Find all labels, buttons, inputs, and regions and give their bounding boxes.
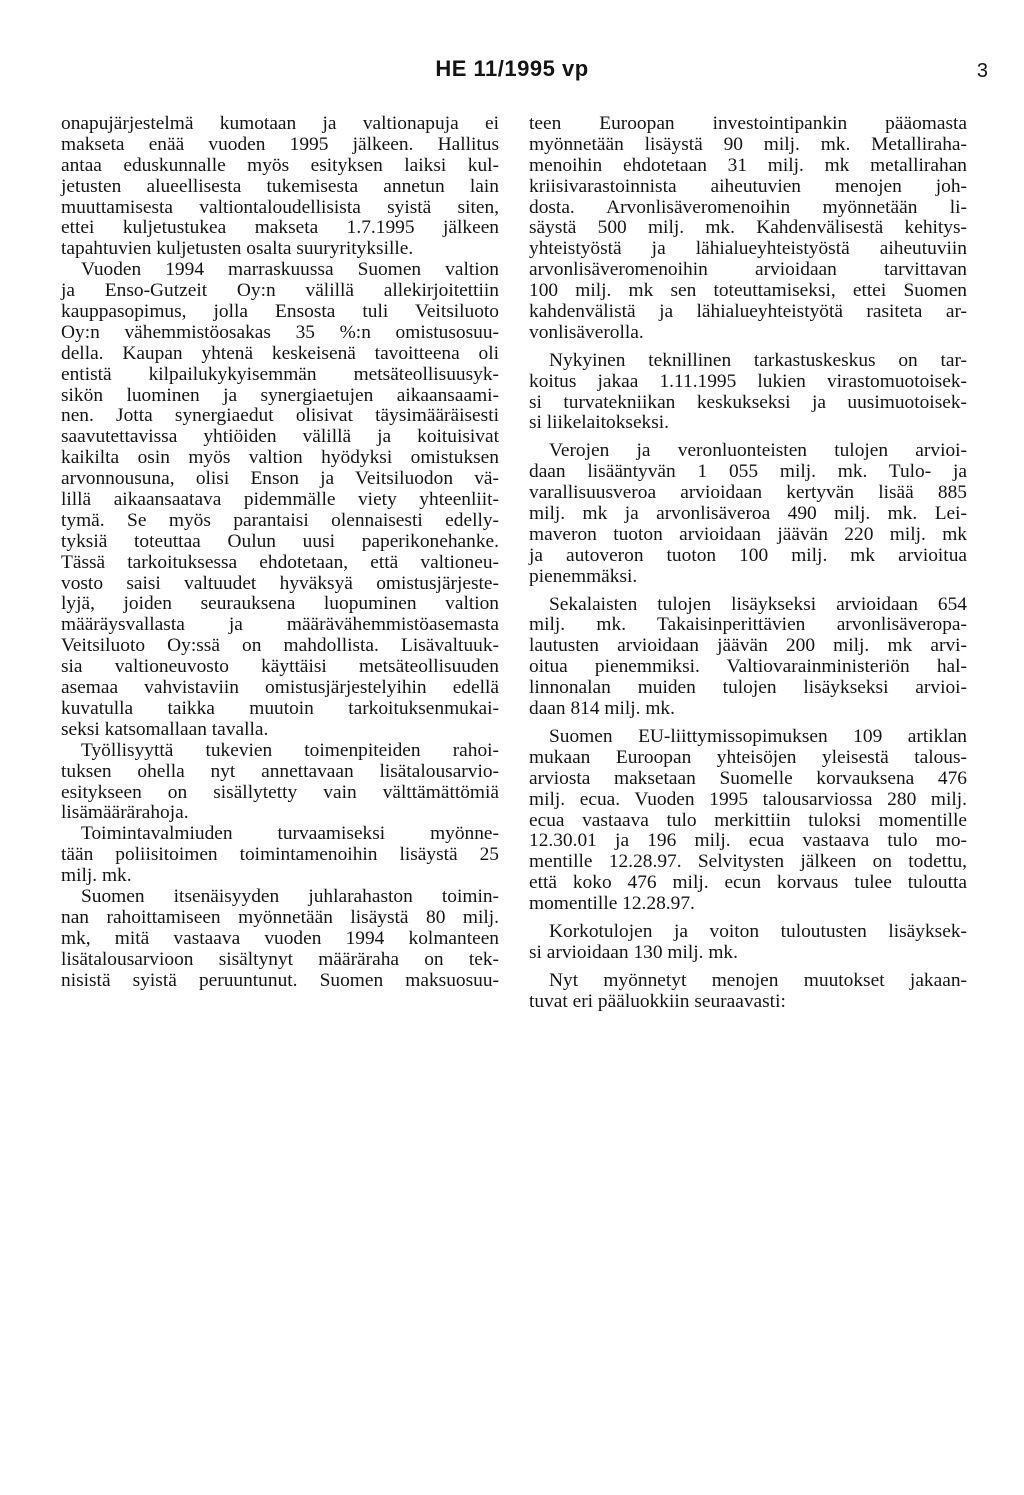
text-line: seksi katsomallaan tavalla. xyxy=(61,718,269,740)
text-line: säystä 500 milj. mk. Kahdenvälisestä kehitys- xyxy=(529,217,967,239)
text-line: Vuoden 1994 marraskuussa Suomen valtion xyxy=(81,259,499,281)
text-line: Suomen EU-liittymissopimuksen 109 artiklan xyxy=(549,725,967,747)
text-line: että koko 476 milj. ecun korvaus tulee tuloutta xyxy=(529,872,967,894)
text-line: myönnetään lisäystä 90 milj. mk. Metalliraha- xyxy=(529,133,967,155)
text-line: si arvioidaan 130 milj. mk. xyxy=(529,941,738,963)
right-column xyxy=(529,114,967,1013)
text-line: milj. ecua. Vuoden 1995 talousarviossa 280 milj. xyxy=(529,788,967,810)
text-line: yhteistyöstä ja lähialueyhteistyöstä aiheutuviin xyxy=(529,238,967,260)
text-line: 12.30.01 ja 196 milj. ecua vastaava tulo mo- xyxy=(529,830,967,852)
text-line: saavutettavissa yhtiöiden välillä ja koituisivat xyxy=(61,426,499,448)
text-line: Toimintavalmiuden turvaamiseksi myönne- xyxy=(81,823,499,845)
text-line: teen Euroopan investointipankin pääomasta xyxy=(529,113,967,134)
text-line: kriisivarastoinnista aiheutuvien menojen joh- xyxy=(529,175,967,197)
text-line: maveron tuoton arvioidaan jäävän 220 milj. mk xyxy=(529,523,967,545)
text-line: lautusten arvioidaan jäävän 200 milj. mk arvi- xyxy=(529,635,967,657)
text-line: lisätalousarvioon sisältynyt määräraha on tek- xyxy=(61,948,499,970)
text-line: della. Kaupan yhtenä keskeisenä tavoitteena oli xyxy=(61,342,499,364)
text-line: ecua vastaava tulo merkittiin tuloksi momentille xyxy=(529,809,967,831)
text-line: nan rahoittamiseen myönnetään lisäystä 80 milj. xyxy=(61,906,499,928)
text-line: Oy:n vähemmistöosakas 35 %:n omistusosuu- xyxy=(61,321,499,343)
text-line: asemaa vahvistaviin omistusjärjestelyihin edellä xyxy=(61,677,499,699)
text-line: sia valtioneuvosto käyttäisi metsäteollisuuden xyxy=(61,656,499,678)
text-line: arvonlisäveromenoihin arvioidaan tarvittavan xyxy=(529,259,967,281)
text-line: makseta enää vuoden 1995 jälkeen. Hallitus xyxy=(61,133,499,155)
text-line: esitykseen on sisällytetty vain välttämättömiä xyxy=(61,781,499,803)
text-line: Suomen itsenäisyyden juhlarahaston toimin- xyxy=(81,885,499,907)
text-line: nen. Jotta synergiaedut olisivat täysimääräisesti xyxy=(61,405,499,427)
text-line: koitus jakaa 1.11.1995 lukien virastomuotoisek- xyxy=(529,370,967,392)
text-line: 100 milj. mk sen toteuttamiseksi, ettei Suomen xyxy=(529,280,967,302)
text-line: lisämäärärahoja. xyxy=(61,802,189,824)
text-line: sikön luominen ja synergiaetujen aikaansaami- xyxy=(61,384,499,406)
page-number: 3 xyxy=(976,60,988,82)
text-line: Korkotulojen ja voiton tuloutusten lisäyksek- xyxy=(549,920,967,942)
text-line: antaa eduskunnalle myös esityksen laiksi kul- xyxy=(61,154,499,176)
text-line: Verojen ja veronluonteisten tulojen arvioi- xyxy=(549,440,967,462)
text-line: milj. mk ja arvonlisäveroa 490 milj. mk. Lei- xyxy=(529,503,967,525)
text-line: momentille 12.28.97. xyxy=(529,893,695,915)
text-line: mk, mitä vastaava vuoden 1994 kolmanteen xyxy=(61,927,499,949)
text-line: kuvatulla taikka muutoin tarkoituksenmukai- xyxy=(61,697,499,719)
text-line: kauppasopimus, jolla Ensosta tuli Veitsiluoto xyxy=(61,301,499,323)
text-line: linnonalan muiden tulojen lisäykseksi arvioi- xyxy=(529,677,967,699)
text-line: tapahtuvien kuljetusten osalta suuryrityksille. xyxy=(61,238,414,260)
text-line: arvonnousuna, olisi Enson ja Veitsiluodon vä- xyxy=(61,468,499,490)
text-line: vonlisäverolla. xyxy=(529,321,644,343)
text-line: tuksen ohella nyt annettavaan lisätalousarvio- xyxy=(61,760,499,782)
text-line: menoihin ehdotetaan 31 milj. mk metallirahan xyxy=(529,154,967,176)
text-line: mukaan Euroopan yhteisöjen yleisestä talous- xyxy=(529,746,967,768)
text-line: määräysvallasta ja määrävähemmistöasemasta xyxy=(61,614,499,636)
text-line: Tässä tarkoituksessa ehdotetaan, että valtioneu- xyxy=(61,551,499,573)
text-line: muuttamisesta valtiontaloudellisista syistä siten, xyxy=(61,196,499,218)
text-line: ja Enso-Gutzeit Oy:n välillä allekirjoitettiin xyxy=(61,280,499,302)
text-line: Työllisyyttä tukevien toimenpiteiden rahoi- xyxy=(81,739,499,761)
text-line: jetusten alueellisesta tukemisesta annetun lain xyxy=(61,175,499,197)
text-line: tään poliisitoimen toimintamenoihin lisäystä 25 xyxy=(61,844,499,866)
text-line: oitua pienemmiksi. Valtiovarainministeriön hal- xyxy=(529,656,967,678)
text-line: Nyt myönnetyt menojen muutokset jakaan- xyxy=(549,969,967,991)
text-line: onapujärjestelmä kumotaan ja valtionapuja ei xyxy=(61,113,499,134)
text-line: kahdenvälistä ja lähialueyhteistyötä rasiteta ar- xyxy=(529,301,967,323)
text-line: milj. mk. xyxy=(61,865,132,887)
text-line: vosto saisi valtuudet hyväksyä omistusjärjeste- xyxy=(61,572,499,594)
text-line: varallisuusveroa arvioidaan kertyvän lisää 885 xyxy=(529,482,967,504)
text-line: Nykyinen teknillinen tarkastuskeskus on tar- xyxy=(549,349,967,371)
text-line: tymä. Se myös parantaisi olennaisesti edelly- xyxy=(61,509,499,531)
text-line: si turvatekniikan keskukseksi ja uusimuotoisek- xyxy=(529,391,967,413)
left-column xyxy=(61,114,499,991)
document-title: HE 11/1995 vp xyxy=(435,56,589,81)
text-line: pienemmäksi. xyxy=(529,565,638,587)
text-line: tyksiä toteuttaa Oulun uusi paperikonehanke. xyxy=(61,530,499,552)
text-line: si liikelaitokseksi. xyxy=(529,412,670,434)
text-line: lillä aikaansaatava pidemmälle viety yhteenliit- xyxy=(61,489,499,511)
text-line: mentille 12.28.97. Selvitysten jälkeen on todettu, xyxy=(529,851,967,873)
text-line: dosta. Arvonlisäveromenoihin myönnetään li- xyxy=(529,196,967,218)
text-line: lyjä, joiden seurauksena luopuminen valtion xyxy=(61,593,499,615)
text-line: nisistä syistä peruuntunut. Suomen maksuosuu- xyxy=(61,969,499,991)
text-line: ja autoveron tuoton 100 milj. mk arvioitua xyxy=(529,544,967,566)
text-line: tuvat eri pääluokkiin seuraavasti: xyxy=(529,990,786,1012)
text-line: kaikilta osin myös valtion hyödyksi omistuksen xyxy=(61,447,499,469)
text-line: daan lisääntyvän 1 055 milj. mk. Tulo- ja xyxy=(529,461,967,483)
text-line: arviosta maksetaan Suomelle korvauksena 476 xyxy=(529,767,967,789)
text-line: entistä kilpailukykyisemmän metsäteollisuusyk- xyxy=(61,363,499,385)
text-line: Veitsiluoto Oy:ssä on mahdollista. Lisävaltuuk- xyxy=(61,635,499,657)
text-line: milj. mk. Takaisinperittävien arvonlisäveropa- xyxy=(529,614,967,636)
text-line: daan 814 milj. mk. xyxy=(529,698,675,720)
text-line: Sekalaisten tulojen lisäykseksi arvioidaan 654 xyxy=(549,593,967,615)
text-line: ettei kuljetustukea makseta 1.7.1995 jälkeen xyxy=(61,217,499,239)
